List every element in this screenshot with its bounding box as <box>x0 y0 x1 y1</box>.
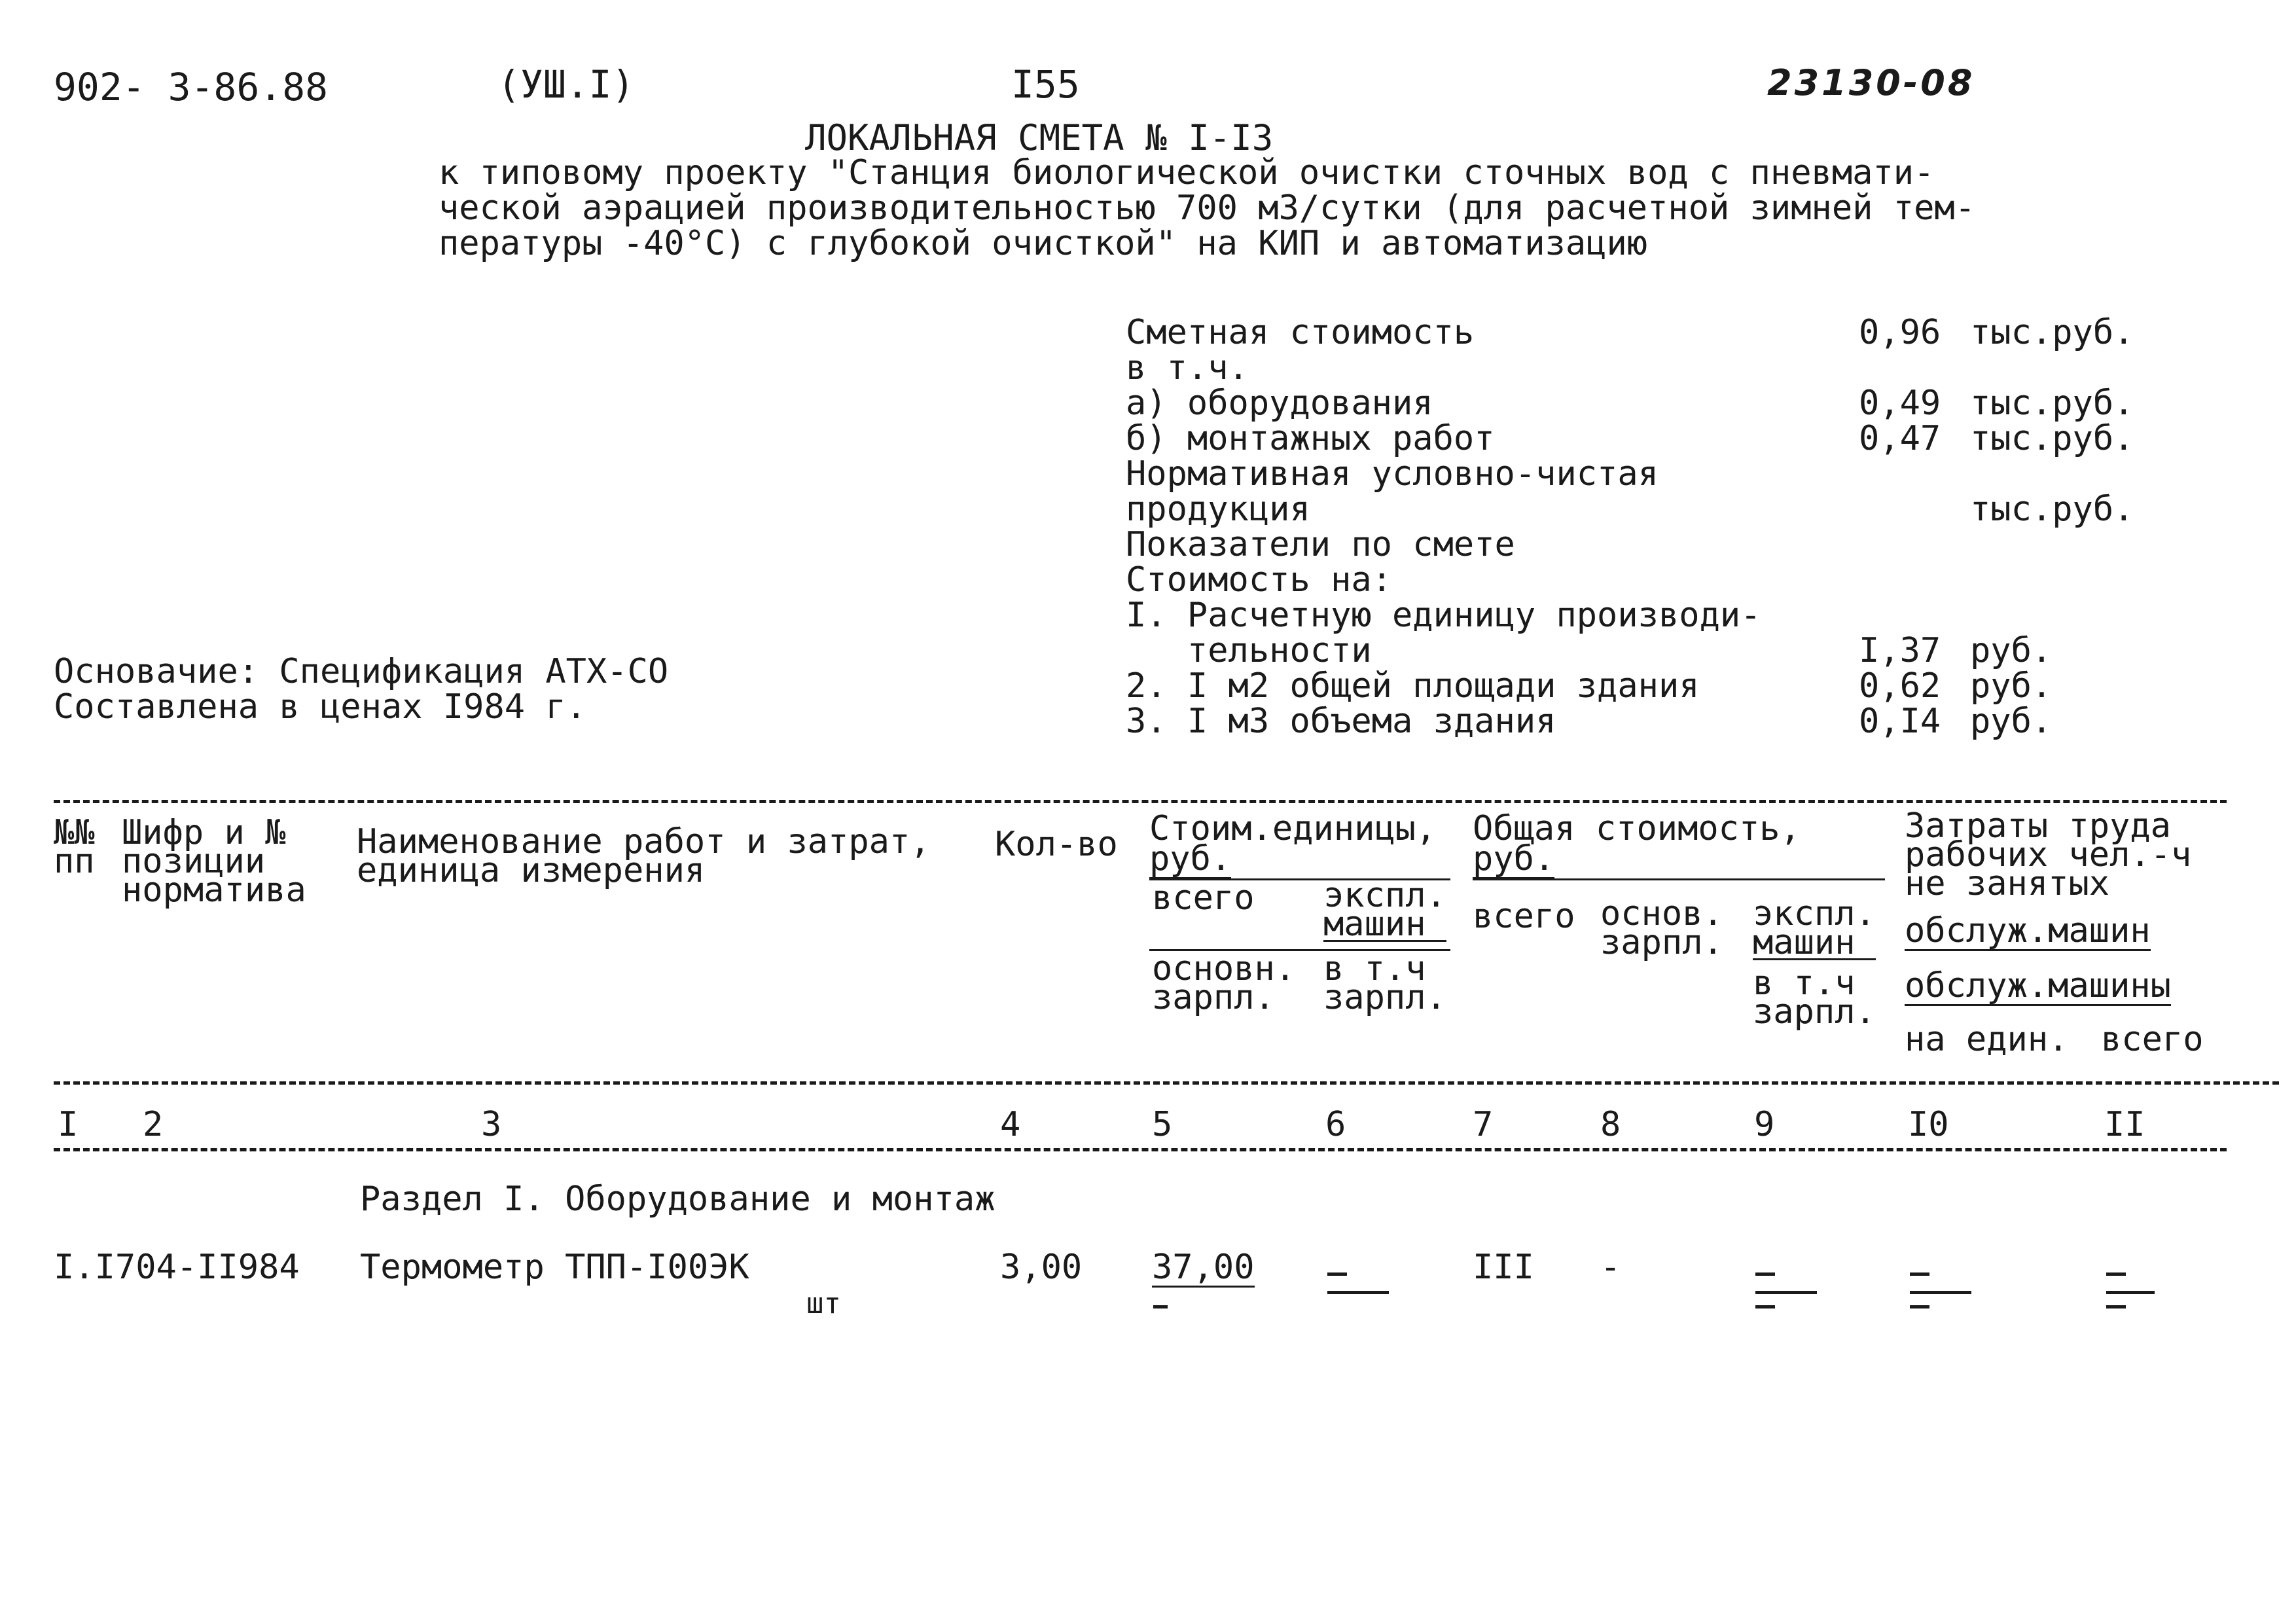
dash-mark <box>1327 1291 1389 1294</box>
summary-unit: руб. <box>1970 666 2053 706</box>
summary-label: а) оборудования <box>1126 384 1433 423</box>
dash-mark <box>1755 1291 1817 1294</box>
dash-mark <box>1327 1272 1347 1276</box>
dash-mark <box>2106 1305 2126 1308</box>
summary-unit: тыс.руб. <box>1970 490 2134 529</box>
col-number: 8 <box>1600 1105 1621 1144</box>
dash-mark <box>1755 1305 1775 1308</box>
handwritten-stamp: 23130-08 <box>1767 62 1975 103</box>
summary-value: 0,47 <box>1859 419 1941 458</box>
header-col-10: на един. <box>1905 1020 2069 1059</box>
header-col-9a: экспл. машин <box>1753 894 1876 962</box>
summary-label: б) монтажных работ <box>1126 419 1495 458</box>
col-number: 9 <box>1754 1105 1775 1144</box>
summary-value: 0,I4 <box>1859 702 1941 741</box>
header-labor-b: обслуж.машины <box>1905 966 2171 1005</box>
dash-mark <box>1910 1291 1971 1294</box>
dash-mark <box>2106 1291 2155 1294</box>
row-name: Термометр ТПП-I00ЭК <box>360 1248 749 1287</box>
header-bottom-rule <box>54 1081 2279 1085</box>
col-number: 5 <box>1152 1105 1173 1144</box>
header-col-5b: основн. зарпл. <box>1152 949 1296 1017</box>
header-col-7: всего <box>1473 897 1575 936</box>
summary-unit: тыс.руб. <box>1970 384 2134 423</box>
title-line-2: ческой аэрацией производительностью 700 м3/сутки (для расчетной зимней тем- <box>439 189 1975 228</box>
basis-line-2: Составлена в ценах I984 г. <box>54 687 586 727</box>
summary-label: в т.ч. <box>1126 348 1249 388</box>
summary-unit: руб. <box>1970 702 2053 741</box>
header-col-5a: всего <box>1152 878 1255 918</box>
summary-label: тельности <box>1126 631 1372 670</box>
header-col-4: Кол-во <box>995 825 1118 864</box>
header-rule <box>1473 878 1885 880</box>
summary-value: I,37 <box>1859 631 1941 670</box>
summary-unit: тыс.руб. <box>1970 419 2134 458</box>
header-col-6b: в т.ч зарпл. <box>1323 949 1446 1017</box>
summary-label: Стоимость на: <box>1126 560 1392 600</box>
column-numbers-rule <box>54 1148 2227 1151</box>
header-unit-cost: Стоим.единицы, <box>1149 809 1437 848</box>
row-code: I.I704-II984 <box>54 1248 300 1287</box>
header-col-9b: в т.ч зарпл. <box>1753 964 1876 1032</box>
summary-unit: руб. <box>1970 631 2053 670</box>
summary-label: Показатели по смете <box>1126 525 1515 564</box>
title-line-1: к типовому проекту "Станция биологической очистки сточных вод с пневмати- <box>439 153 1935 192</box>
header-labor-a: обслуж.машин <box>1905 911 2151 950</box>
summary-label: Нормативная условно-чистая <box>1126 454 1659 494</box>
dash-mark <box>2106 1272 2126 1276</box>
header-total-cost-rub: руб. <box>1473 839 1555 878</box>
dash-mark <box>1153 1305 1168 1308</box>
header-total-cost: Общая стоимость, <box>1473 809 1801 848</box>
header-labor: Затраты труда рабочих чел.-ч не занятых <box>1905 806 2192 903</box>
header-col-1: №№ пп <box>54 813 95 881</box>
col-number: 7 <box>1473 1105 1494 1144</box>
summary-label: продукция <box>1126 490 1310 529</box>
summary-value: 0,62 <box>1859 666 1941 706</box>
header-unit-cost-rub: руб. <box>1149 839 1232 878</box>
album-number: (УШ.I) <box>497 62 635 107</box>
dash-mark <box>1755 1272 1775 1276</box>
col-number: I <box>58 1105 79 1144</box>
summary-value: 0,49 <box>1859 384 1941 423</box>
row-total: III <box>1473 1248 1534 1287</box>
basis-line-1: Основачие: Спецификация АТХ-СО <box>54 652 669 691</box>
col-number: 4 <box>1000 1105 1021 1144</box>
col-number: 3 <box>481 1105 502 1144</box>
estimate-title: ЛОКАЛЬНАЯ СМЕТА № I-I3 <box>805 117 1274 158</box>
section-title: Раздел I. Оборудование и монтаж <box>360 1180 996 1219</box>
col-number: 2 <box>143 1105 164 1144</box>
row-qty: 3,00 <box>1000 1248 1083 1287</box>
col-number: II <box>2104 1105 2145 1144</box>
row-unit-total: 37,00 <box>1152 1248 1255 1287</box>
title-line-3: пературы -40°С) с глубокой очисткой" на КИП и автоматизацию <box>439 224 1648 263</box>
table-top-rule <box>54 800 2227 803</box>
summary-value: 0,96 <box>1859 313 1941 352</box>
col-number: 6 <box>1325 1105 1346 1144</box>
summary-label: I. Расчетную единицу производи- <box>1126 596 1761 635</box>
summary-label: Сметная стоимость <box>1126 313 1475 352</box>
header-col-6a: экспл. машин <box>1323 876 1446 944</box>
row-total-wage: - <box>1600 1248 1621 1287</box>
summary-label: 2. I м2 общей площади здания <box>1126 666 1700 706</box>
row-unit: шт <box>806 1287 841 1320</box>
summary-label: 3. I м3 объема здания <box>1126 702 1556 741</box>
header-col-8: основ. зарпл. <box>1600 894 1723 962</box>
dash-mark <box>1910 1272 1929 1276</box>
header-col-11: всего <box>2101 1020 2204 1059</box>
dash-mark <box>1910 1305 1929 1308</box>
col-number: I0 <box>1908 1105 1949 1144</box>
doc-code: 902- 3-86.88 <box>54 65 329 109</box>
header-col-2: Шифр и № позиции норматива <box>122 813 306 910</box>
page-number: I55 <box>1011 62 1080 107</box>
header-col-3: Наименование работ и затрат, единица измерения <box>357 822 931 890</box>
summary-unit: тыс.руб. <box>1970 313 2134 352</box>
